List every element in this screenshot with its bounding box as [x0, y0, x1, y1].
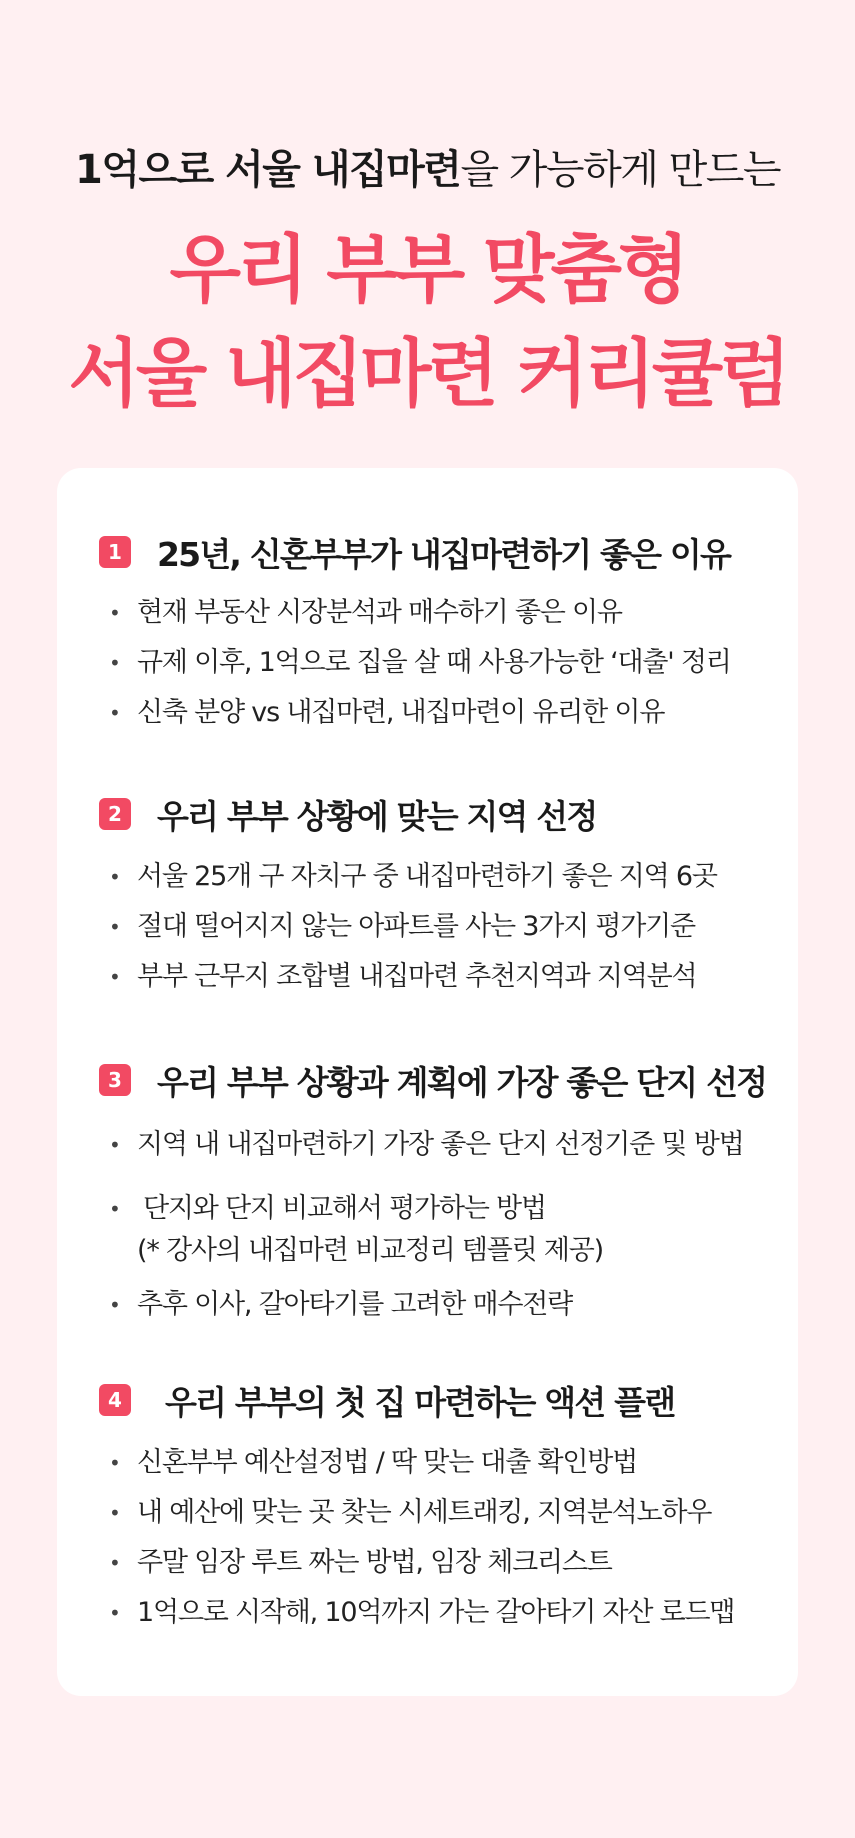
section-number-badge: 2 [99, 798, 131, 830]
list-item: • 현재 부동산 시장분석과 매수하기 좋은 이유 [99, 588, 779, 638]
subtitle-rest: 을 가능하게 만드는 [460, 147, 780, 193]
subtitle [0, 140, 855, 200]
page-title [0, 218, 855, 426]
bullet-icon: • [109, 965, 120, 989]
bullet-icon: • [109, 1501, 120, 1525]
section-number-badge: 4 [99, 1384, 131, 1416]
list-item: • 지역 내 내집마련하기 가장 좋은 단지 선정기준 및 방법 [99, 1120, 779, 1170]
list-item: • 서울 25개 구 자치구 중 내집마련하기 좋은 지역 6곳 [99, 852, 779, 902]
bullet-icon: • [109, 865, 120, 889]
list-item: • 부부 근무지 조합별 내집마련 추천지역과 지역분석 [99, 952, 779, 1002]
section-number-badge: 1 [99, 536, 131, 568]
section-header [99, 1058, 779, 1102]
title-line-2: 서울 내집마련 커리큘럼 [68, 331, 787, 417]
bullet-icon: • [109, 1551, 120, 1575]
bullet-icon: • [109, 601, 120, 625]
section-4 [99, 1378, 779, 1638]
list-item: • 신축 분양 vs 내집마련, 내집마련이 유리한 이유 [99, 688, 779, 738]
section-title: 25년, 신혼부부가 내집마련하기 좋은 이유 [157, 534, 731, 574]
list-item: • 절대 떨어지지 않는 아파트를 사는 3가지 평가기준 [99, 902, 779, 952]
subtitle-bold: 1억으로 서울 내집마련 [74, 147, 461, 193]
section-2 [99, 792, 779, 1002]
bullet-icon: • [109, 1451, 120, 1475]
curriculum-card [57, 468, 798, 1696]
bullet-icon: • [109, 1197, 120, 1221]
bullet-icon: • [109, 1133, 120, 1157]
list-item: • 추후 이사, 갈아타기를 고려한 매수전략 [99, 1280, 779, 1330]
list-item: • 신혼부부 예산설정법 / 딱 맞는 대출 확인방법 [99, 1438, 779, 1488]
list-item: • 단지와 단지 비교해서 평가하는 방법 (* 강사의 내집마련 비교정리 템플릿 제공) [99, 1184, 779, 1272]
section-header [99, 1378, 779, 1422]
section-items [99, 588, 779, 738]
section-title: 우리 부부 상황과 계획에 가장 좋은 단지 선정 [157, 1062, 767, 1102]
title-line-1: 우리 부부 맞춤형 [169, 227, 686, 313]
list-item: • 내 예산에 맞는 곳 찾는 시세트래킹, 지역분석노하우 [99, 1488, 779, 1538]
bullet-icon: • [109, 701, 120, 725]
template-note: (* 강사의 내집마련 비교정리 템플릿 제공) [137, 1235, 603, 1266]
header [0, 140, 855, 426]
section-title: 우리 부부의 첫 집 마련하는 액션 플랜 [165, 1382, 675, 1422]
section-3 [99, 1058, 779, 1330]
bullet-icon: • [109, 1601, 120, 1625]
list-item: • 주말 임장 루트 짜는 방법, 임장 체크리스트 [99, 1538, 779, 1588]
list-item: • 규제 이후, 1억으로 집을 살 때 사용가능한 ‘대출' 정리 [99, 638, 779, 688]
bullet-icon: • [109, 651, 120, 675]
section-title: 우리 부부 상황에 맞는 지역 선정 [157, 796, 597, 836]
bullet-icon: • [109, 915, 120, 939]
section-items [99, 852, 779, 1002]
section-1 [99, 530, 779, 738]
section-items [99, 1120, 779, 1330]
section-number-badge: 3 [99, 1064, 131, 1096]
bullet-icon: • [109, 1293, 120, 1317]
section-header [99, 792, 779, 836]
section-header [99, 530, 779, 574]
section-items [99, 1438, 779, 1638]
list-item: • 1억으로 시작해, 10억까지 가는 갈아타기 자산 로드맵 [99, 1588, 779, 1638]
